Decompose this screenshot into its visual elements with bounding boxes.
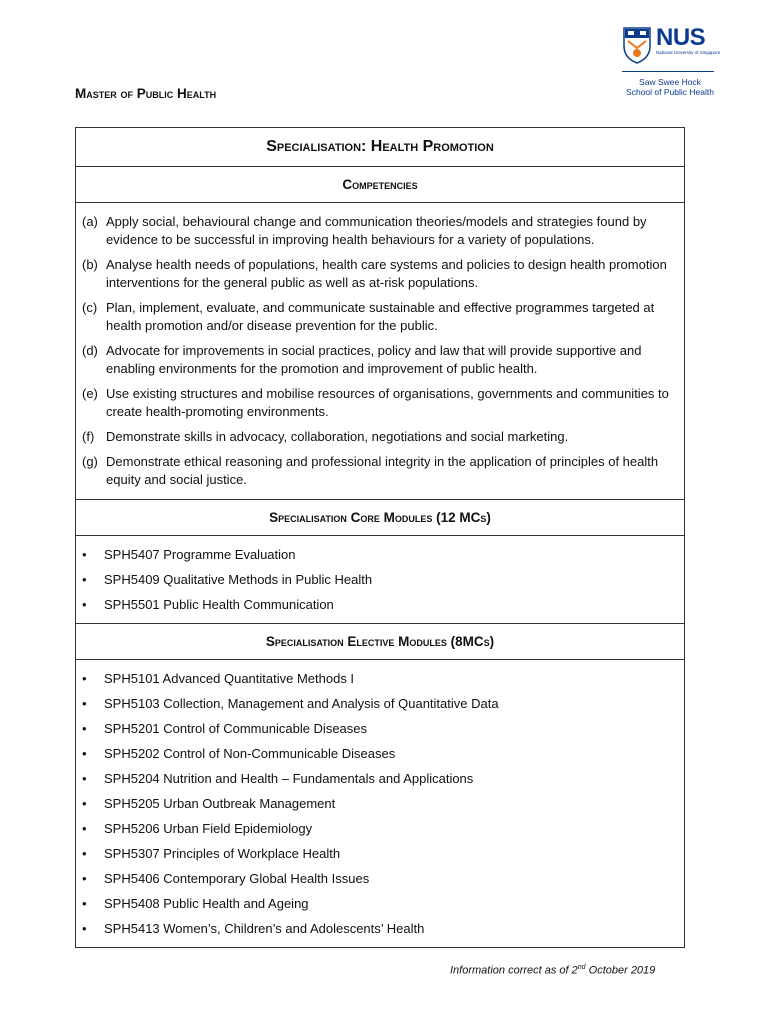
module-item: [82, 716, 676, 741]
school-name-line1: Saw Swee Hock: [639, 77, 701, 87]
module-item: [82, 666, 676, 691]
module-name: SPH5408 Public Health and Ageing: [104, 895, 309, 911]
footer-prefix: Information correct as of 2: [450, 964, 578, 977]
module-item: [82, 741, 676, 766]
competency-letter: (g): [82, 454, 98, 469]
nus-crest-icon: [622, 26, 652, 64]
footer-note: [450, 964, 655, 977]
competency-letter: (a): [82, 214, 98, 229]
logo-divider: [622, 71, 714, 72]
module-item: [82, 567, 676, 592]
competency-item: [82, 299, 676, 335]
bullet-icon: •: [82, 695, 87, 711]
module-item: [82, 816, 676, 841]
bullet-icon: •: [82, 720, 87, 736]
competency-item: [82, 453, 676, 489]
bullet-icon: •: [82, 770, 87, 786]
specialisation-table: [75, 127, 685, 948]
module-name: SPH5101 Advanced Quantitative Methods I: [104, 670, 355, 686]
module-item: [82, 691, 676, 716]
module-name: SPH5202 Control of Non-Communicable Diseases: [104, 745, 396, 761]
competency-text: Demonstrate ethical reasoning and professional integrity in the application of principles of health equity and social justice.: [106, 454, 659, 487]
competency-text: Plan, implement, evaluate, and communicate sustainable and effective programmes targeted at health promotion and/or disease prevention for the public.: [106, 300, 655, 333]
competencies-header: Competencies: [76, 167, 684, 203]
university-name: National University of Singapore: [656, 50, 721, 55]
competency-text: Apply social, behavioural change and communication theories/models and strategies found by evidence to be successful in improving health behaviours for a variety of populations.: [106, 214, 647, 247]
module-item: [82, 891, 676, 916]
core-modules-header: Specialisation Core Modules (12 MCs): [76, 500, 684, 536]
competency-letter: (d): [82, 343, 98, 358]
nus-wordmark: NUS: [656, 24, 706, 51]
module-name: SPH5204 Nutrition and Health – Fundamentals and Applications: [104, 770, 474, 786]
core-modules-list: [76, 536, 684, 624]
module-name: SPH5501 Public Health Communication: [104, 596, 334, 612]
nus-logo: [622, 26, 722, 106]
bullet-icon: •: [82, 546, 87, 562]
footer-superscript: nd: [577, 964, 586, 971]
module-name: SPH5206 Urban Field Epidemiology: [104, 820, 313, 836]
competency-item: [82, 385, 676, 421]
competencies-list: [76, 203, 684, 500]
bullet-icon: •: [82, 895, 87, 911]
bullet-icon: •: [82, 845, 87, 861]
bullet-icon: •: [82, 745, 87, 761]
document-title: Master of Public Health: [75, 86, 217, 101]
competency-text: Demonstrate skills in advocacy, collaboration, negotiations and social marketing.: [106, 429, 569, 444]
module-name: SPH5413 Women’s, Children’s and Adolescents’ Health: [104, 920, 425, 936]
bullet-icon: •: [82, 820, 87, 836]
competency-letter: (c): [82, 300, 98, 315]
competency-item: [82, 256, 676, 292]
competency-text: Analyse health needs of populations, health care systems and policies to design health promotion interventions for the general public as well as at-risk populations.: [106, 257, 667, 290]
competency-item: [82, 428, 676, 446]
bullet-icon: •: [82, 571, 87, 587]
module-name: SPH5409 Qualitative Methods in Public Health: [104, 571, 373, 587]
competency-item: [82, 213, 676, 249]
module-item: [82, 542, 676, 567]
competency-letter: (b): [82, 257, 98, 272]
elective-modules-list: [76, 660, 684, 947]
bullet-icon: •: [82, 596, 87, 612]
competency-text: Use existing structures and mobilise resources of organisations, governments and communities to create health-promoting environments.: [106, 386, 669, 419]
specialisation-title: Specialisation: Health Promotion: [76, 128, 684, 167]
module-item: [82, 841, 676, 866]
module-name: SPH5407 Programme Evaluation: [104, 546, 296, 562]
bullet-icon: •: [82, 870, 87, 886]
module-item: [82, 766, 676, 791]
footer-suffix: October 2019: [585, 964, 656, 977]
competency-letter: (e): [82, 386, 98, 401]
module-item: [82, 916, 676, 941]
competency-item: [82, 342, 676, 378]
elective-modules-header: Specialisation Elective Modules (8MCs): [76, 624, 684, 660]
module-name: SPH5307 Principles of Workplace Health: [104, 845, 341, 861]
module-name: SPH5406 Contemporary Global Health Issues: [104, 870, 370, 886]
competency-letter: (f): [82, 429, 95, 444]
module-name: SPH5201 Control of Communicable Diseases: [104, 720, 368, 736]
bullet-icon: •: [82, 920, 87, 936]
bullet-icon: •: [82, 795, 87, 811]
module-item: [82, 791, 676, 816]
module-item: [82, 592, 676, 617]
school-name-line2: School of Public Health: [626, 87, 714, 97]
competency-text: Advocate for improvements in social practices, policy and law that will provide supportive and enabling environments for the promotion and improvement of public health.: [106, 343, 642, 376]
module-item: [82, 866, 676, 891]
module-name: SPH5205 Urban Outbreak Management: [104, 795, 336, 811]
module-name: SPH5103 Collection, Management and Analysis of Quantitative Data: [104, 695, 499, 711]
bullet-icon: •: [82, 670, 87, 686]
